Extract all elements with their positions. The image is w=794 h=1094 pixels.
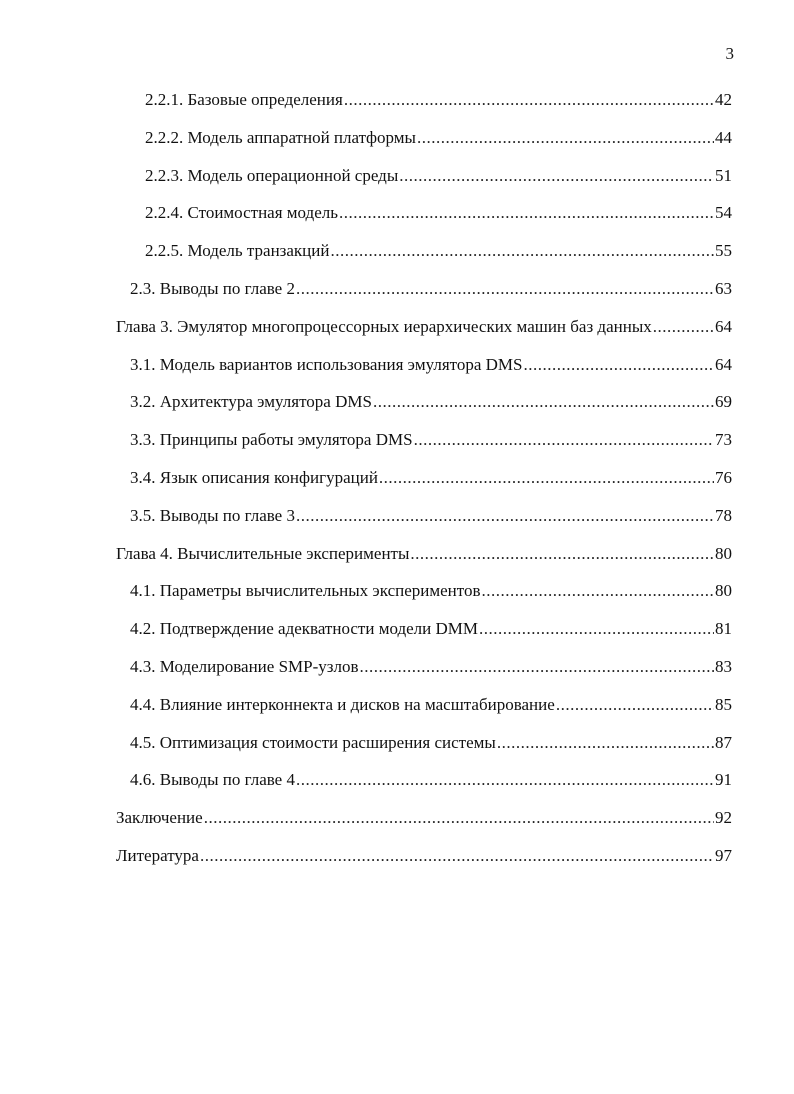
dot-leader — [410, 542, 714, 566]
toc-entry-title: 3.4. Язык описания конфигураций — [130, 468, 378, 487]
dot-leader — [497, 731, 714, 755]
toc-entry[interactable] — [145, 164, 732, 188]
toc-entry-title: 3.3. Принципы работы эмулятора DMS — [130, 430, 413, 450]
toc-entry-page: 97 — [715, 846, 732, 865]
toc-entry-title: 2.2.3. Модель операционной среды — [145, 165, 399, 185]
dot-leader — [524, 353, 715, 377]
dot-leader — [200, 844, 714, 868]
toc-entry-page: 51 — [715, 165, 732, 185]
dot-leader — [344, 88, 714, 112]
toc-entry[interactable] — [145, 126, 732, 150]
dot-leader — [653, 315, 714, 339]
toc-entry[interactable] — [145, 201, 732, 225]
toc-entry[interactable] — [130, 768, 732, 792]
toc-entry-title: 4.5. Оптимизация стоимости расширения системы — [130, 732, 496, 752]
toc-entry[interactable] — [130, 731, 732, 755]
toc-entry[interactable] — [130, 617, 732, 641]
toc-entry-title: Глава 4. Вычислительные эксперименты — [116, 543, 410, 563]
dot-leader — [330, 239, 714, 263]
dot-leader — [296, 768, 714, 792]
toc-entry[interactable] — [130, 466, 732, 490]
dot-leader — [479, 617, 714, 641]
toc-entry-title: 2.2.2. Модель аппаратной платформы — [145, 127, 416, 147]
toc-entry-title: 3.5. Выводы по главе 3 — [130, 505, 295, 525]
toc-entry[interactable] — [130, 655, 732, 679]
dot-leader — [481, 579, 714, 603]
toc-entry-title: 2.2.1. Базовые определения — [145, 90, 343, 109]
dot-leader — [296, 504, 714, 528]
dot-leader — [359, 655, 714, 679]
toc-entry-page: 54 — [715, 203, 732, 223]
dot-leader — [417, 126, 714, 150]
dot-leader — [339, 201, 714, 225]
toc-entry-page: 69 — [715, 392, 732, 412]
toc-entry[interactable] — [130, 390, 732, 414]
toc-entry-page: 42 — [715, 90, 732, 109]
toc-entry-title: 4.3. Моделирование SMP-узлов — [130, 657, 359, 676]
toc-entry[interactable] — [116, 542, 732, 566]
toc-entry-page: 91 — [715, 770, 732, 790]
toc-entry-page: 76 — [715, 468, 732, 487]
toc-entry[interactable] — [130, 353, 732, 377]
dot-leader — [556, 693, 714, 717]
toc-entry[interactable] — [130, 504, 732, 528]
toc-entry-page: 80 — [715, 581, 732, 601]
toc-entry-title: 4.6. Выводы по главе 4 — [130, 770, 295, 790]
toc-entry-page: 73 — [715, 430, 732, 450]
dot-leader — [399, 164, 714, 188]
dot-leader — [296, 277, 714, 301]
toc-entry[interactable] — [116, 315, 732, 339]
toc-entry-page: 92 — [715, 808, 732, 828]
toc-entry-page: 85 — [715, 694, 732, 714]
toc-entry-title: 2.2.4. Стоимостная модель — [145, 203, 338, 223]
toc-entry[interactable] — [145, 239, 732, 263]
toc-entry-title: 4.1. Параметры вычислительных экспериментов — [130, 581, 481, 601]
dot-leader — [379, 466, 714, 490]
toc-entry-title: Глава 3. Эмулятор многопроцессорных иерархических машин баз данных — [116, 316, 652, 336]
toc-entry-page: 64 — [715, 354, 732, 374]
toc-entry-page: 63 — [715, 279, 732, 298]
toc-entry[interactable] — [116, 806, 732, 830]
toc-entry-page: 44 — [715, 127, 732, 147]
toc-entry[interactable] — [130, 693, 732, 717]
toc-entry-page: 87 — [715, 732, 732, 752]
toc-entry-title: 2.3. Выводы по главе 2 — [130, 279, 295, 298]
toc-entry-page: 55 — [715, 241, 732, 261]
toc-entry[interactable] — [130, 428, 732, 452]
toc-entry-page: 80 — [715, 543, 732, 563]
toc-entry-title: Заключение — [116, 808, 203, 828]
dot-leader — [414, 428, 714, 452]
dot-leader — [204, 806, 714, 830]
toc-entry-title: 4.4. Влияние интерконнекта и дисков на масштабирование — [130, 694, 555, 714]
toc-entry-page: 83 — [715, 657, 732, 676]
toc-entry-title: Литература — [116, 846, 199, 865]
toc-entry-title: 2.2.5. Модель транзакций — [145, 241, 330, 261]
dot-leader — [373, 390, 714, 414]
page-number: 3 — [725, 44, 734, 63]
toc-entry-page: 81 — [715, 619, 732, 639]
toc-entry-page: 78 — [715, 505, 732, 525]
toc-entry-title: 4.2. Подтверждение адекватности модели DMM — [130, 619, 479, 639]
toc-entry[interactable] — [130, 579, 732, 603]
toc-entry-title: 3.2. Архитектура эмулятора DMS — [130, 392, 372, 412]
toc-entry-title: 3.1. Модель вариантов использования эмулятора DMS — [130, 354, 523, 374]
toc-entry-page: 64 — [715, 316, 732, 336]
toc-entry[interactable] — [116, 844, 732, 868]
toc-entry[interactable] — [130, 277, 732, 301]
toc-entry[interactable] — [145, 88, 732, 112]
